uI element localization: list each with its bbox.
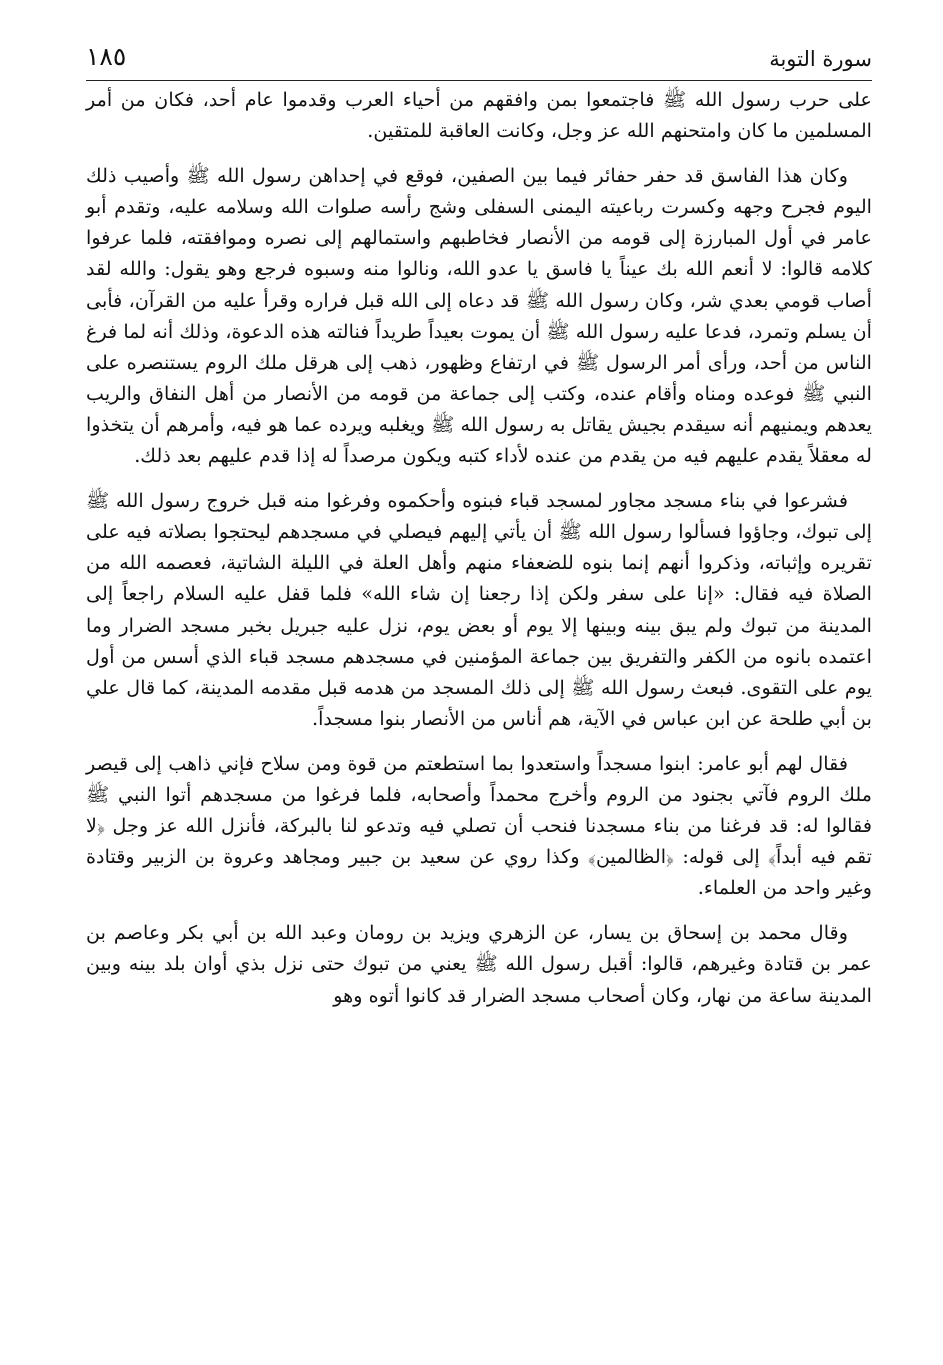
- paragraph: فقال لهم أبو عامر: ابنوا مسجداً واستعدوا بما استطعتم من قوة ومن سلاح فإني ذاهب إلى قيصر ملك الروم فآتي بجنود من الروم وأخرج محمداً وأصحابه، فلما فرغوا من مسجدهم أتوا النبي ﷺ فقالوا له: قد فرغنا من بناء مسجدنا فنحب أن تصلي فيه وتدعو لنا بالبركة، فأنزل الله عز وجل ﴿لا تقم فيه أبداً﴾ إلى قوله: ﴿الظالمين﴾ وكذا روي عن سعيد بن جبير ومجاهد وعروة بن الزبير وقتادة وغير واحد من العلماء.: [86, 751, 872, 900]
- page-header: [86, 38, 872, 78]
- page-number: ١٨٥: [86, 42, 127, 71]
- paragraph: على حرب رسول الله ﷺ فاجتمعوا بمن وافقهم من أحياء العرب وقدموا عام أحد، فكان من أمر المسلمين ما كان وامتحنهم الله عز وجل، وكانت العاقبة للمتقين.: [86, 88, 872, 143]
- surah-title: سورة التوبة: [769, 47, 872, 71]
- paragraph: وكان هذا الفاسق قد حفر حفائر فيما بين الصفين، فوقع في إحداهن رسول الله ﷺ وأصيب ذلك اليوم فجرح وجهه وكسرت رباعيته اليمنى السفلى وشج رأسه صلوات الله وسلامه عليه، وتقدم أبو عامر في أول المبارزة إلى قومه من الأنصار فخاطبهم واستمالهم إلى نصره وموافقته، فلما عرفوا كلامه قالوا: لا أنعم الله بك عيناً يا فاسق يا عدو الله، ونالوا منه وسبوه فرجع وهو يقول: والله لقد أصاب قومي بعدي شر، وكان رسول الله ﷺ قد دعاه إلى الله قبل فراره وقرأ عليه من القرآن، فأبى أن يسلم وتمرد، فدعا عليه رسول الله ﷺ أن يموت بعيداً طريداً فنالته هذه الدعوة، وذلك أنه لما فرغ الناس من أحد، ورأى أمر الرسول ﷺ في ارتفاع وظهور، ذهب إلى هرقل ملك الروم يستنصره على النبي ﷺ فوعده ومناه وأقام عنده، وكتب إلى جماعة من قومه من الأنصار من أهل النفاق والريب يعدهم ويمنيهم أنه سيقدم بجيش يقاتل به رسول الله ﷺ ويغلبه ويرده عما هو فيه، وأمرهم أن يتخذوا له معقلاً يقدم عليهم فيه من يقدم من عنده لأداء كتبه ويكون مرصداً له إذا قدم عليهم بعد ذلك.: [86, 164, 872, 468]
- page-body: [86, 84, 872, 1025]
- paragraph: فشرعوا في بناء مسجد مجاور لمسجد قباء فبنوه وأحكموه وفرغوا منه قبل خروج رسول الله ﷺ إلى تبوك، وجاؤوا فسألوا رسول الله ﷺ أن يأتي إليهم فيصلي في مسجدهم ليحتجوا بصلاته فيه على تقريره وإثباته، وذكروا أنهم إنما بنوه للضعفاء منهم وأهل العلة في الليلة الشاتية، فعصمه الله من الصلاة فيه فقال: «إنا على سفر ولكن إذا رجعنا إن شاء الله» فلما قفل عليه السلام راجعاً إلى المدينة من تبوك ولم يبق بينه وبينها إلا يوم أو بعض يوم، نزل عليه جبريل بخبر مسجد الضرار وما اعتمده بانوه من الكفر والتفريق بين جماعة المؤمنين في مسجدهم مسجد قباء الذي أسس من أول يوم على التقوى. فبعث رسول الله ﷺ إلى ذلك المسجد من هدمه قبل مقدمه المدينة، كما قال علي بن أبي طلحة عن ابن عباس في الآية، هم أناس من الأنصار بنوا مسجداً.: [86, 489, 872, 730]
- header-divider: [86, 80, 872, 81]
- paragraph: وقال محمد بن إسحاق بن يسار، عن الزهري ويزيد بن رومان وعبد الله بن أبي بكر وعاصم بن عمر بن قتادة وغيرهم، قالوا: أقبل رسول الله ﷺ يعني من تبوك حتى نزل بذي أوان بلد بينه وبين المدينة ساعة من نهار، وكان أصحاب مسجد الضرار قد كانوا أتوه وهو: [86, 921, 872, 1007]
